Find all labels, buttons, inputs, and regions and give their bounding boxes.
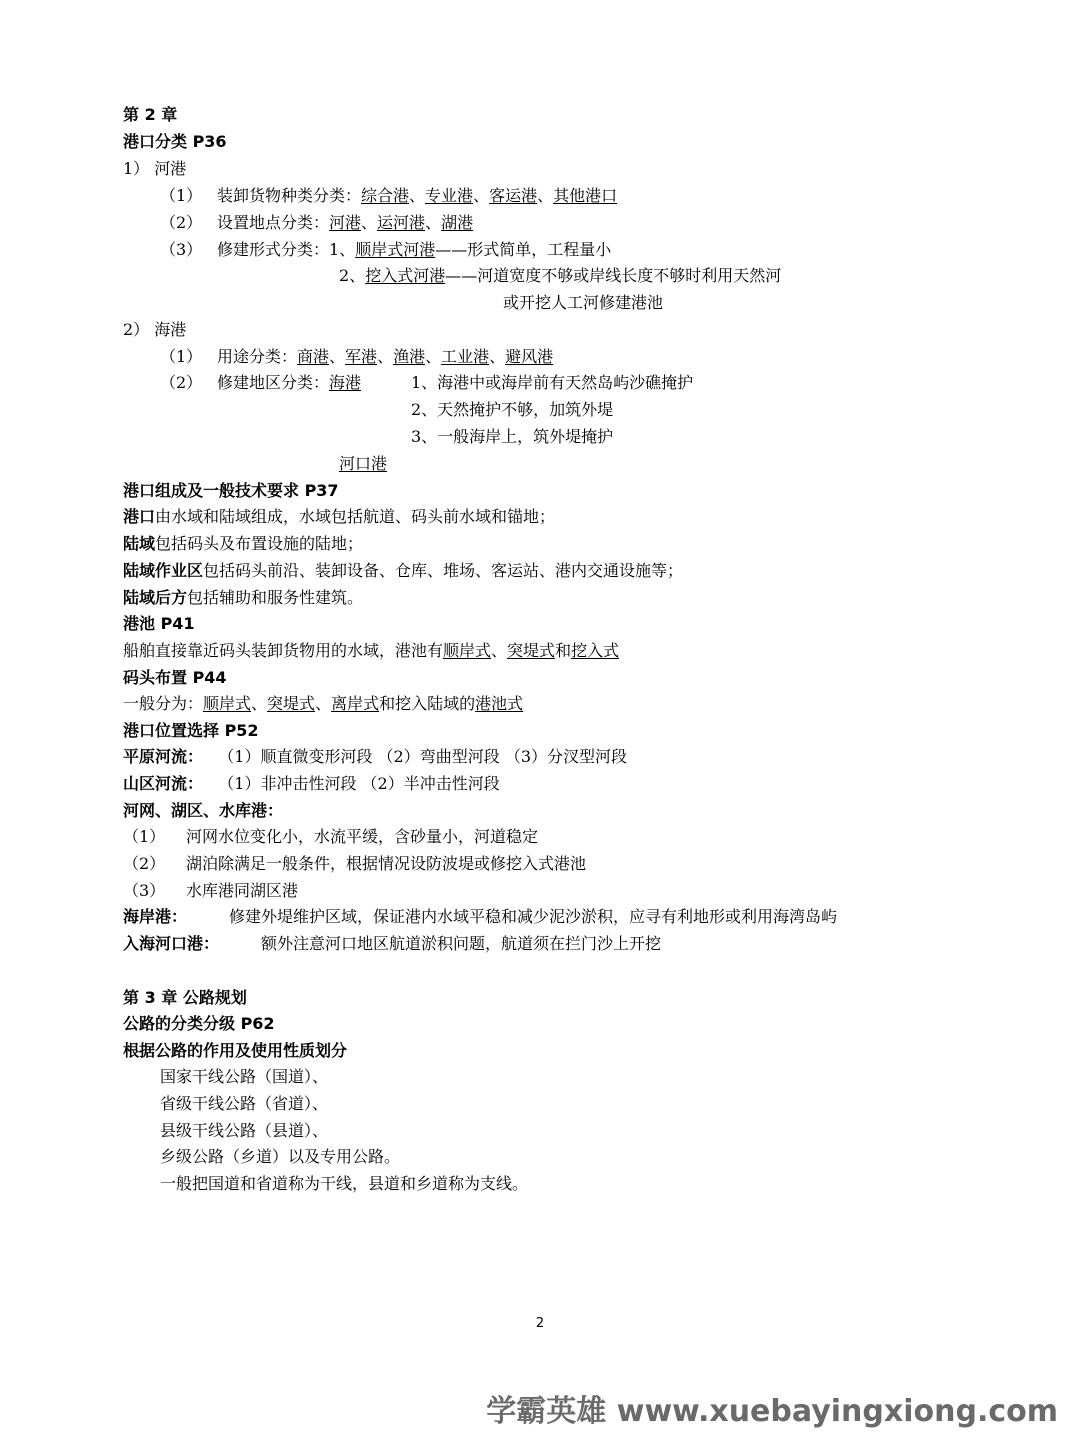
estuary-port: 河口港	[339, 454, 388, 473]
basin-text: 船舶直接靠近码头装卸货物用的水域，港池有顺岸式、突堤式和挖入式	[123, 641, 620, 660]
net-item-1: （1） 河网水位变化小，水流平缓，含砂量小，河道稳定	[123, 827, 539, 846]
composition-line-3: 陆域作业区包括码头前沿、装卸设备、仓库、堆场、客运站、港内交通设施等；	[123, 561, 684, 580]
sea-port-type-2: 2、天然掩护不够，加筑外堤	[411, 400, 614, 419]
composition-line-2: 陆域包括码头及布置设施的陆地；	[123, 534, 364, 553]
sea-port-type-3: 3、一般海岸上，筑外堤掩护	[411, 427, 614, 446]
section-port-classification: 港口分类 P36	[123, 132, 227, 151]
road-item-4: 乡级公路（乡道）以及专用公路。	[160, 1147, 401, 1166]
river-port-row-2: （2） 设置地点分类：河港、运河港、湖港	[160, 213, 474, 232]
section-by-use: 根据公路的作用及使用性质划分	[123, 1041, 348, 1060]
sea-port-row-1: （1） 用途分类：商港、军港、渔港、工业港、避风港	[160, 347, 554, 366]
composition-line-4: 陆域后方包括辅助和服务性建筑。	[123, 588, 364, 607]
composition-line-1: 港口由水域和陆域组成，水域包括航道、码头前水域和锚地；	[123, 507, 556, 526]
net-item-2: （2） 湖泊除满足一般条件，根据情况设防波堤或修挖入式港池	[123, 854, 587, 873]
river-port-row-1: （1） 装卸货物种类分类：综合港、专业港、客运港、其他港口	[160, 186, 618, 205]
sea-port-row-2: （2） 修建地区分类：海港	[160, 373, 362, 392]
watermark: 学霸英雄 www.xuebayingxiong.com	[486, 1394, 1058, 1429]
page-number: 2	[535, 1316, 545, 1331]
chapter-3-title: 第 3 章 公路规划	[123, 988, 247, 1007]
sea-port-type-1: 1、海港中或海岸前有天然岛屿沙礁掩护	[411, 373, 694, 392]
plain-river: 平原河流： （1）顺直微变形河段 （2）弯曲型河段 （3）分汊型河段	[123, 747, 627, 766]
river-port-row-3c: 或开挖人工河修建港池	[503, 293, 664, 312]
section-basin: 港池 P41	[123, 614, 195, 633]
river-port-heading: 1） 河港	[123, 159, 187, 178]
river-port-row-3: （3） 修建形式分类：1、顺岸式河港——形式简单，工程量小	[160, 240, 612, 259]
section-location: 港口位置选择 P52	[123, 721, 259, 740]
chapter-2-title: 第 2 章	[123, 105, 178, 124]
mountain-river: 山区河流： （1）非冲击性河段 （2）半冲击性河段	[123, 774, 500, 793]
sea-port-heading: 2） 海港	[123, 320, 187, 339]
section-port-composition: 港口组成及一般技术要求 P37	[123, 481, 339, 500]
river-port-row-3b: 2、挖入式河港——河道宽度不够或岸线长度不够时利用天然河	[339, 266, 782, 285]
road-item-1: 国家干线公路（国道）、	[160, 1067, 329, 1086]
wharf-text: 一般分为：顺岸式、突堤式、离岸式和挖入陆域的港池式	[123, 694, 524, 713]
net-lake-reservoir: 河网、湖区、水库港：	[123, 801, 284, 820]
section-wharf: 码头布置 P44	[123, 668, 227, 687]
coastal-port: 海岸港： 修建外堤维护区域，保证港内水域平稳和减少泥沙淤积，应寻有利地形或利用海湾岛屿	[123, 907, 838, 926]
estuary-sea-port: 入海河口港： 额外注意河口地区航道淤积问题，航道须在拦门沙上开挖	[123, 934, 662, 953]
net-item-3: （3） 水库港同湖区港	[123, 881, 299, 900]
road-item-3: 县级干线公路（县道）、	[160, 1121, 329, 1140]
road-item-2: 省级干线公路（省道）、	[160, 1094, 329, 1113]
road-item-5: 一般把国道和省道称为干线，县道和乡道称为支线。	[160, 1174, 529, 1193]
section-road-grade: 公路的分类分级 P62	[123, 1014, 275, 1033]
